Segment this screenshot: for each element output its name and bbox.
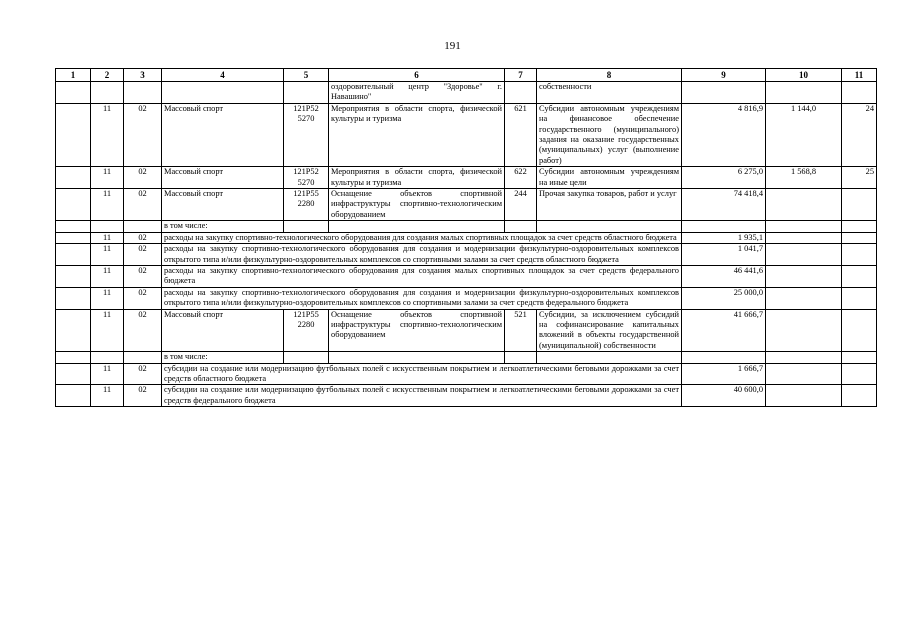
cell-subsection: 02 [124, 167, 162, 189]
cell-amount-2 [766, 232, 842, 243]
cell-amount [682, 221, 766, 232]
cell-section: 11 [91, 363, 124, 385]
cell-description: расходы на закупку спортивно-технологического оборудования для создания малых спортивных площадок за счет средств областного бюджета [162, 232, 682, 243]
table-row [56, 103, 877, 166]
cell-col11 [842, 265, 877, 287]
table-row [56, 244, 877, 266]
cell-event [329, 221, 505, 232]
cell-expense-code: 622 [505, 167, 537, 189]
cell-section: 11 [91, 265, 124, 287]
header-cell: 8 [537, 69, 682, 82]
cell-amount-2 [766, 82, 842, 104]
header-cell: 4 [162, 69, 284, 82]
cell-col11: 24 [842, 103, 877, 166]
cell-subsection: 02 [124, 363, 162, 385]
cell-amount-2 [766, 265, 842, 287]
cell-target-code: 121P55 2280 [284, 189, 329, 221]
cell-expense-code: 621 [505, 103, 537, 166]
cell-amount: 4 816,9 [682, 103, 766, 166]
table-row [56, 363, 877, 385]
cell-section: 11 [91, 287, 124, 309]
cell-name: Массовый спорт [162, 309, 284, 352]
cell-event: Оснащение объектов спортивной инфраструктуры спортивно-технологическим оборудованием [329, 309, 505, 352]
header-row [56, 69, 877, 82]
cell-expense-name [537, 221, 682, 232]
cell-expense-name: Субсидии автономным учреждениям на иные цели [537, 167, 682, 189]
cell-amount: 46 441,6 [682, 265, 766, 287]
cell-col1 [56, 232, 91, 243]
cell-subsection [124, 221, 162, 232]
header-cell: 6 [329, 69, 505, 82]
cell-section [91, 221, 124, 232]
cell-subsection: 02 [124, 287, 162, 309]
cell-name: в том числе: [162, 352, 284, 363]
header-cell: 5 [284, 69, 329, 82]
cell-name: Массовый спорт [162, 167, 284, 189]
cell-col11 [842, 363, 877, 385]
cell-subsection [124, 352, 162, 363]
cell-name [162, 82, 284, 104]
cell-col1 [56, 167, 91, 189]
table-row [56, 265, 877, 287]
cell-col1 [56, 287, 91, 309]
cell-target-code: 121P52 5270 [284, 103, 329, 166]
cell-col11 [842, 385, 877, 407]
cell-amount: 41 666,7 [682, 309, 766, 352]
cell-description: расходы на закупку спортивно-технологического оборудования для создания и модернизации физкультурно-оздоровительных комплексов открытого типа и/или физкультурно-оздоровительных комплексов со спортивными залами за счет средств областного бюджета [162, 244, 682, 266]
cell-section: 11 [91, 309, 124, 352]
table-row [56, 385, 877, 407]
cell-col1 [56, 221, 91, 232]
budget-table [55, 68, 877, 407]
header-cell: 2 [91, 69, 124, 82]
header-cell: 9 [682, 69, 766, 82]
cell-col1 [56, 189, 91, 221]
cell-name: Массовый спорт [162, 189, 284, 221]
cell-col11 [842, 221, 877, 232]
cell-description: расходы на закупку спортивно-технологического оборудования для создания и модернизации физкультурно-оздоровительных комплексов открытого типа и/или физкультурно-оздоровительных комплексов со спортивными залами за счет средств федерального бюджета [162, 287, 682, 309]
cell-col1 [56, 244, 91, 266]
cell-col1 [56, 103, 91, 166]
cell-section: 11 [91, 103, 124, 166]
table-row [56, 232, 877, 243]
cell-subsection: 02 [124, 385, 162, 407]
cell-expense-code [505, 82, 537, 104]
cell-target-code [284, 82, 329, 104]
cell-expense-name [537, 352, 682, 363]
header-cell: 1 [56, 69, 91, 82]
cell-expense-name: Прочая закупка товаров, работ и услуг [537, 189, 682, 221]
cell-subsection: 02 [124, 232, 162, 243]
cell-event: оздоровительный центр "Здоровье" г. Навашино" [329, 82, 505, 104]
cell-section: 11 [91, 385, 124, 407]
cell-subsection: 02 [124, 265, 162, 287]
cell-section: 11 [91, 244, 124, 266]
cell-col1 [56, 82, 91, 104]
cell-amount-2 [766, 352, 842, 363]
cell-description: расходы на закупку спортивно-технологического оборудования для создания малых спортивных площадок за счет средств федерального бюджета [162, 265, 682, 287]
header-cell: 7 [505, 69, 537, 82]
cell-amount [682, 352, 766, 363]
cell-col11 [842, 352, 877, 363]
cell-event: Мероприятия в области спорта, физической культуры и туризма [329, 167, 505, 189]
cell-col1 [56, 265, 91, 287]
cell-section: 11 [91, 189, 124, 221]
cell-col1 [56, 385, 91, 407]
header-cell: 3 [124, 69, 162, 82]
cell-amount-2 [766, 244, 842, 266]
table-row [56, 167, 877, 189]
cell-amount: 1 666,7 [682, 363, 766, 385]
cell-event: Оснащение объектов спортивной инфраструктуры спортивно-технологическим оборудованием [329, 189, 505, 221]
cell-expense-code [505, 221, 537, 232]
cell-subsection [124, 82, 162, 104]
cell-section: 11 [91, 167, 124, 189]
table-row [56, 309, 877, 352]
cell-target-code [284, 352, 329, 363]
cell-amount-2 [766, 287, 842, 309]
cell-amount: 40 600,0 [682, 385, 766, 407]
cell-col1 [56, 309, 91, 352]
cell-amount: 25 000,0 [682, 287, 766, 309]
cell-event: Мероприятия в области спорта, физической культуры и туризма [329, 103, 505, 166]
cell-amount: 6 275,0 [682, 167, 766, 189]
cell-col11 [842, 232, 877, 243]
cell-section [91, 82, 124, 104]
cell-amount-2: 1 568,8 [766, 167, 842, 189]
cell-name: Массовый спорт [162, 103, 284, 166]
cell-subsection: 02 [124, 189, 162, 221]
header-cell: 11 [842, 69, 877, 82]
table-row [56, 189, 877, 221]
cell-expense-code: 521 [505, 309, 537, 352]
cell-description: субсидии на создание или модернизацию футбольных полей с искусственным покрытием и легкоатлетическими беговыми дорожками за счет средств областного бюджета [162, 363, 682, 385]
cell-amount-2 [766, 363, 842, 385]
cell-col11: 25 [842, 167, 877, 189]
cell-target-code: 121P55 2280 [284, 309, 329, 352]
cell-subsection: 02 [124, 309, 162, 352]
cell-amount-2 [766, 189, 842, 221]
cell-amount: 1 041,7 [682, 244, 766, 266]
cell-name: в том числе: [162, 221, 284, 232]
cell-col11 [842, 309, 877, 352]
table-row [56, 221, 877, 232]
cell-col1 [56, 352, 91, 363]
cell-amount [682, 82, 766, 104]
cell-col11 [842, 82, 877, 104]
cell-expense-code: 244 [505, 189, 537, 221]
cell-expense-name: Субсидии автономным учреждениям на финансовое обеспечение государственного (муниципального) задания на оказание государственных (муниципальных) услуг (выполнение работ) [537, 103, 682, 166]
table-row [56, 352, 877, 363]
cell-col11 [842, 189, 877, 221]
cell-expense-name: Субсидии, за исключением субсидий на софинансирование капитальных вложений в объекты государственной (муниципальной) собственности [537, 309, 682, 352]
cell-section: 11 [91, 232, 124, 243]
cell-target-code [284, 221, 329, 232]
cell-amount-2 [766, 221, 842, 232]
cell-subsection: 02 [124, 244, 162, 266]
table-row [56, 287, 877, 309]
cell-col11 [842, 287, 877, 309]
cell-event [329, 352, 505, 363]
cell-target-code: 121P52 5270 [284, 167, 329, 189]
page-number: 191 [444, 40, 461, 52]
cell-expense-code [505, 352, 537, 363]
header-cell: 10 [766, 69, 842, 82]
cell-amount-2: 1 144,0 [766, 103, 842, 166]
cell-subsection: 02 [124, 103, 162, 166]
cell-col11 [842, 244, 877, 266]
cell-section [91, 352, 124, 363]
cell-col1 [56, 363, 91, 385]
cell-amount-2 [766, 309, 842, 352]
table-row [56, 82, 877, 104]
cell-amount-2 [766, 385, 842, 407]
cell-amount: 1 935,1 [682, 232, 766, 243]
cell-expense-name: собственности [537, 82, 682, 104]
cell-amount: 74 418,4 [682, 189, 766, 221]
cell-description: субсидии на создание или модернизацию футбольных полей с искусственным покрытием и легкоатлетическими беговыми дорожками за счет средств федерального бюджета [162, 385, 682, 407]
